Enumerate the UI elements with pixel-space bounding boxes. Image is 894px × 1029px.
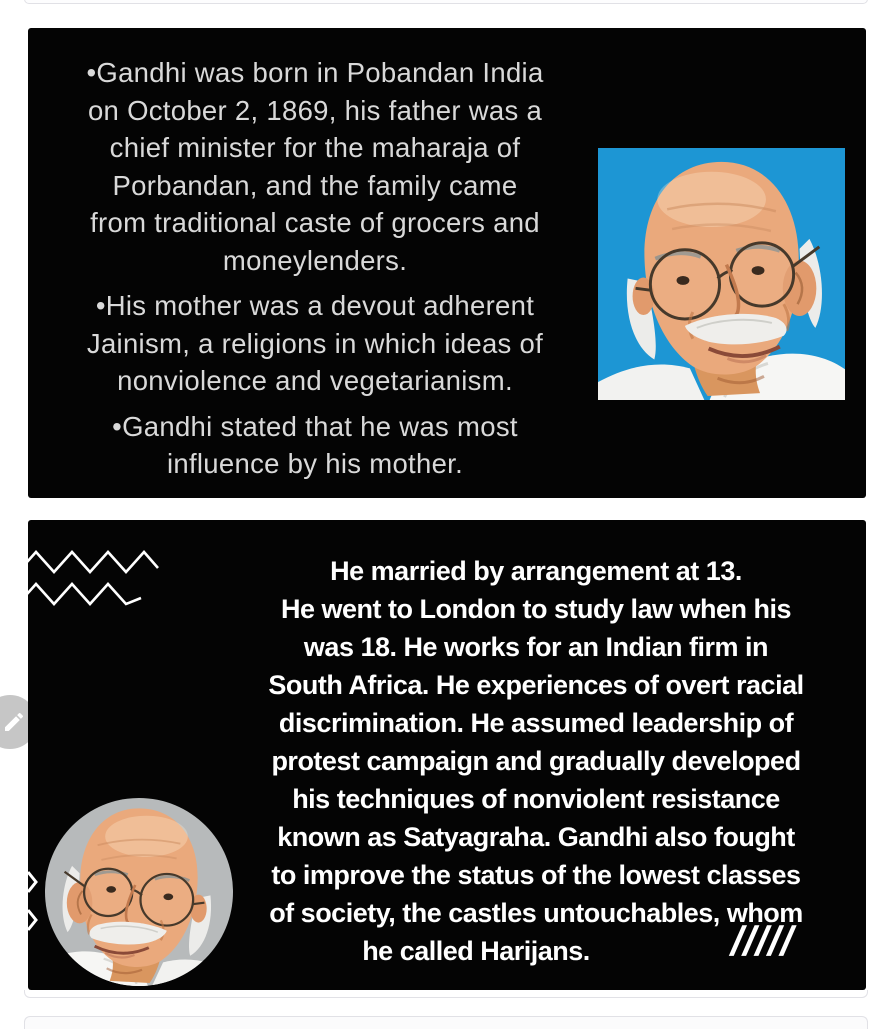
paragraph-line: was 18. He works for an Indian firm in [303, 632, 769, 662]
paragraph-line: known as Satyagraha. Gandhi also fought [277, 822, 795, 852]
slide-1[interactable] [28, 28, 866, 498]
gandhi-circle-photo [45, 798, 233, 986]
bullet-text-line: moneylenders. [222, 244, 408, 276]
bullet-text-line: on October 2, 1869, his father was a [87, 94, 543, 126]
bullet-text-line: Jainism, a religions in which ideas of [86, 327, 544, 359]
bullet-text-line: •Gandhi stated that he was most [112, 410, 518, 442]
slide-1-bullet-text [40, 54, 590, 483]
paragraph-line: protest campaign and gradually developed [271, 746, 801, 776]
bullet-text-line: nonviolence and vegetarianism. [117, 365, 513, 396]
bullet-text-line: chief minister for the maharaja of [109, 132, 521, 163]
gandhi-photo [598, 148, 845, 400]
paragraph-line: he called Harijans. [362, 936, 590, 966]
paragraph-line: of society, the castles untouchables, whom [269, 898, 803, 928]
slide-2-card-bottom-edge [24, 990, 868, 998]
bullet-text-line: •Gandhi was born in Pobandan India [86, 57, 544, 88]
pencil-icon [2, 710, 26, 734]
bullet-text-line: •His mother was a devout adherent [95, 290, 535, 321]
edge-arc-decoration-icon [28, 868, 40, 938]
slide-2-paragraph [206, 552, 866, 970]
paragraph-line: South Africa. He experiences of overt racial [268, 670, 804, 700]
previous-slide-edge [24, 0, 868, 4]
slide-2[interactable] [28, 520, 866, 990]
paragraph-line: discrimination. He assumed leadership of [278, 708, 794, 738]
paragraph-line: He married by arrangement at 13. [330, 556, 742, 586]
bullet-text-line: from traditional caste of grocers and [90, 207, 540, 238]
paragraph-line: to improve the status of the lowest classes [271, 860, 801, 890]
bullet-text-line: influence by his mother. [166, 448, 464, 479]
slashes-decoration: ///// [726, 918, 800, 964]
bullet-text-line: Porbandan, and the family came [112, 169, 518, 201]
zigzag-decoration-icon [28, 546, 160, 608]
paragraph-line: He went to London to study law when his [281, 594, 791, 624]
paragraph-line: his techniques of nonviolent resistance [292, 784, 780, 814]
